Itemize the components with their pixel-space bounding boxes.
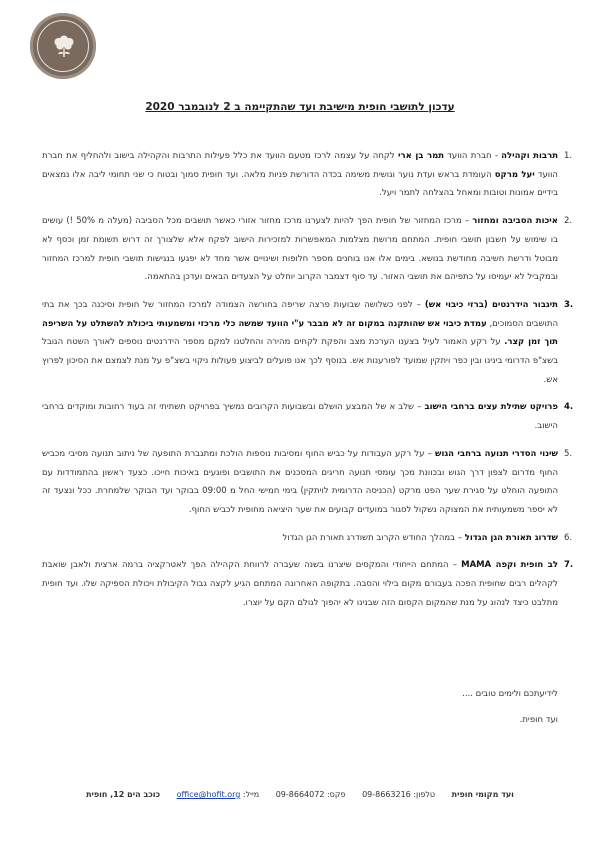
item-text-bold: שינוי הסדרי תנועה ברחבי הגוש xyxy=(435,448,558,459)
item-text-bold: תרבות וקהילה xyxy=(501,151,559,161)
phone-number: 09-8663216 xyxy=(362,790,411,799)
item-text xyxy=(42,300,558,385)
item-text-run: – שלב א של המבצע הושלם ובשבועות הקרובים נמשיך בפרויקט תשתיתי זה בעוד רחובות ומוקדים ברחבי הישוב. xyxy=(42,402,558,432)
phone-label: טלפון: xyxy=(413,790,436,799)
logo-ring xyxy=(37,20,89,72)
item-text-run: – המתחם הייחודי והמקסים שיצרנו בשנה שעברה לרווחת הקהילה הפך לאטרקציה ברמה ארצית ולאבן שואבת לקהלים רבים שחופית הפכה בעבורם מקום בילוי והסבה. בתקופה האחרונה המתחם הגיע לקצה גבול הקיבולת ויכולת הספיקה שלו. ועד חופית מתלבט כיצד לנהוג על מנת שהמקום הקסום הזה שבנינו לא יהפוך לגולם הקם על יוצרו. xyxy=(42,560,558,608)
list-item xyxy=(42,212,573,287)
list-item xyxy=(42,445,573,520)
list-item xyxy=(42,296,574,390)
item-text-run: על רקע האמור לעיל בצענו הערכת מצב והפקת לקחים מהירה והחלטנו למקם מספר הידרנטים נוספים לאורך השטח הגובל בשצ"פ הדרומי בינינו ובין כפר ויתקין שמועד לפורענות אש. בנוסף לכך אנו פועלים לביצוע פעולות ניקוי בשצ"פ על מנת לצמצם את הסיכון לפרוץ אש. xyxy=(42,337,558,385)
list-item xyxy=(42,147,573,203)
page-title: עדכון לתושבי חופית מישיבת ועד שהתקיימה ב 2 לנובמבר 2020 xyxy=(145,101,455,113)
item-text-run: – על רקע העבודות על כביש החוף ומסיבות נוספות הולכת ומתגברת התופעה של ניתוב תנועה מסיבי מכביש החוף מדרום לצפון דרך הגוש ובכוונת מכך עומסי תנועה חריגים המסכנים את התושבים ופוגעים באיכות חייכו. כצעד ראשון בהתמודדות עם התופעה הוחלט על סגירת שער הפט מרקט (הכניסה הדרומית לויתקין) בימי חמישי החל מ 09:00 בבוקר ועד הבוקר שלמחרת. ככל ונצעד זה לא יספר משמעותית את המצוקה נשקול לסגור במועדים קבועים את שער היציאה מחופית לכביש החוף. xyxy=(42,448,558,515)
item-text-bold: פרויקט שתילת עצים ברחבי הישוב xyxy=(424,402,558,413)
email-label: מייל: xyxy=(242,790,260,799)
footer xyxy=(0,790,600,799)
item-text xyxy=(42,216,558,282)
logo xyxy=(30,13,96,79)
item-text-bold: איכות הסביבה ומחזור xyxy=(472,216,558,227)
footer-address: כוכב הים 12, חופית xyxy=(86,790,161,799)
item-text-run: - חברת הוועד xyxy=(444,151,502,161)
list-item xyxy=(42,529,573,548)
item-text-run: לקחה על עצמה לרכז מטעם הוועד את כלל פעילות התרבות והקהילה בישוב ולהחליף את חברת הוועד xyxy=(42,151,558,180)
item-text-bold: תמר בן ארי xyxy=(398,151,445,161)
item-text-bold: שדרוג תאורת הגן הגדול xyxy=(464,532,558,543)
item-text-bold: עמדת כיבוי אש שהותקנה במקום זה לא מבבר ע"י הוועד שמשה כלי מרכזי ומשמעותי ביכולת להשתלט על השריפה תוך זמן קצר. xyxy=(42,318,558,348)
item-number: 6. xyxy=(564,532,573,543)
email-link[interactable]: office@hofit.org xyxy=(176,790,241,799)
signature: ועד חופית. xyxy=(519,715,558,725)
item-text-bold: תיגבור הידרנטים (ברזי כיבוי אש) xyxy=(424,299,558,310)
fax-number: 09-8664072 xyxy=(275,790,325,799)
item-number: 1. xyxy=(564,151,573,161)
item-text xyxy=(42,560,558,607)
item-text-bold: לב חופית וקפה MAMA xyxy=(461,560,558,571)
flower-logo-icon xyxy=(51,31,77,59)
item-text xyxy=(283,533,559,543)
closing-line: לידיעתכם ולימים טובים .... xyxy=(462,689,558,699)
item-text-bold: יעל מרקס xyxy=(494,169,535,180)
item-text xyxy=(42,402,558,431)
item-text-run: – מרכז המחזור של חופית הפך להיות לצערנו מרכז מחזור אזורי כאשר תושבים מכל הסביבה (מעלה מ 50% !) עושים בו שימוש על חשבון תושבי חופית. המתחם מרושת מצלמות המאפשרות למזכירות הישוב לפקח אלא שלצורך זה דרוש תשומת זמן וכסף לא מבוטל ודרשת חשיבה מחודשת בנושא. בימים אלו אנו בוחנים מספר חלופות ושינויים אשר מחד לא יפגעו בנגישות תושבי חופית למרכז המחזור ובמקביל לא יעמיסו על כתפיהם את תושבי האזור. עד סוף דצמבר הקרוב יוחלט על הצעדים הבאים ועדכן בהתאמה. xyxy=(42,216,558,283)
item-text xyxy=(42,151,558,198)
list-item xyxy=(42,556,574,612)
item-text-run: – במהלך החודש הקרוב תשודרג תאורת הגן הגדול xyxy=(282,532,465,543)
item-number: 4. xyxy=(564,402,574,413)
item-number: 2. xyxy=(564,216,573,227)
item-text-run: – לפני כשלושה שבועות פרצה שריפה בחורשה הצמודה למרכז המחזור של חופית וסיכנה בכך את בתי התושבים הסמוכים, xyxy=(42,299,559,329)
item-number: 3. xyxy=(564,299,574,310)
item-number: 5. xyxy=(564,448,573,459)
footer-org: ועד מקומי חופית xyxy=(451,790,514,799)
item-text-run: העומדת בראש ועדת נוער וגושית משימה בכדה הדורשת פניות מלאה. ועד חופית סמוך ובטוח כי שני תחומי ליבה אלו נמצאים בידיים אמונות וטובות ומאחל בהצלחה לתמר ויעל. xyxy=(42,169,558,199)
list-item xyxy=(42,398,574,435)
update-list xyxy=(42,147,574,621)
item-text xyxy=(42,449,558,515)
item-number: 7. xyxy=(564,560,574,571)
fax-label: פקס: xyxy=(326,790,346,799)
